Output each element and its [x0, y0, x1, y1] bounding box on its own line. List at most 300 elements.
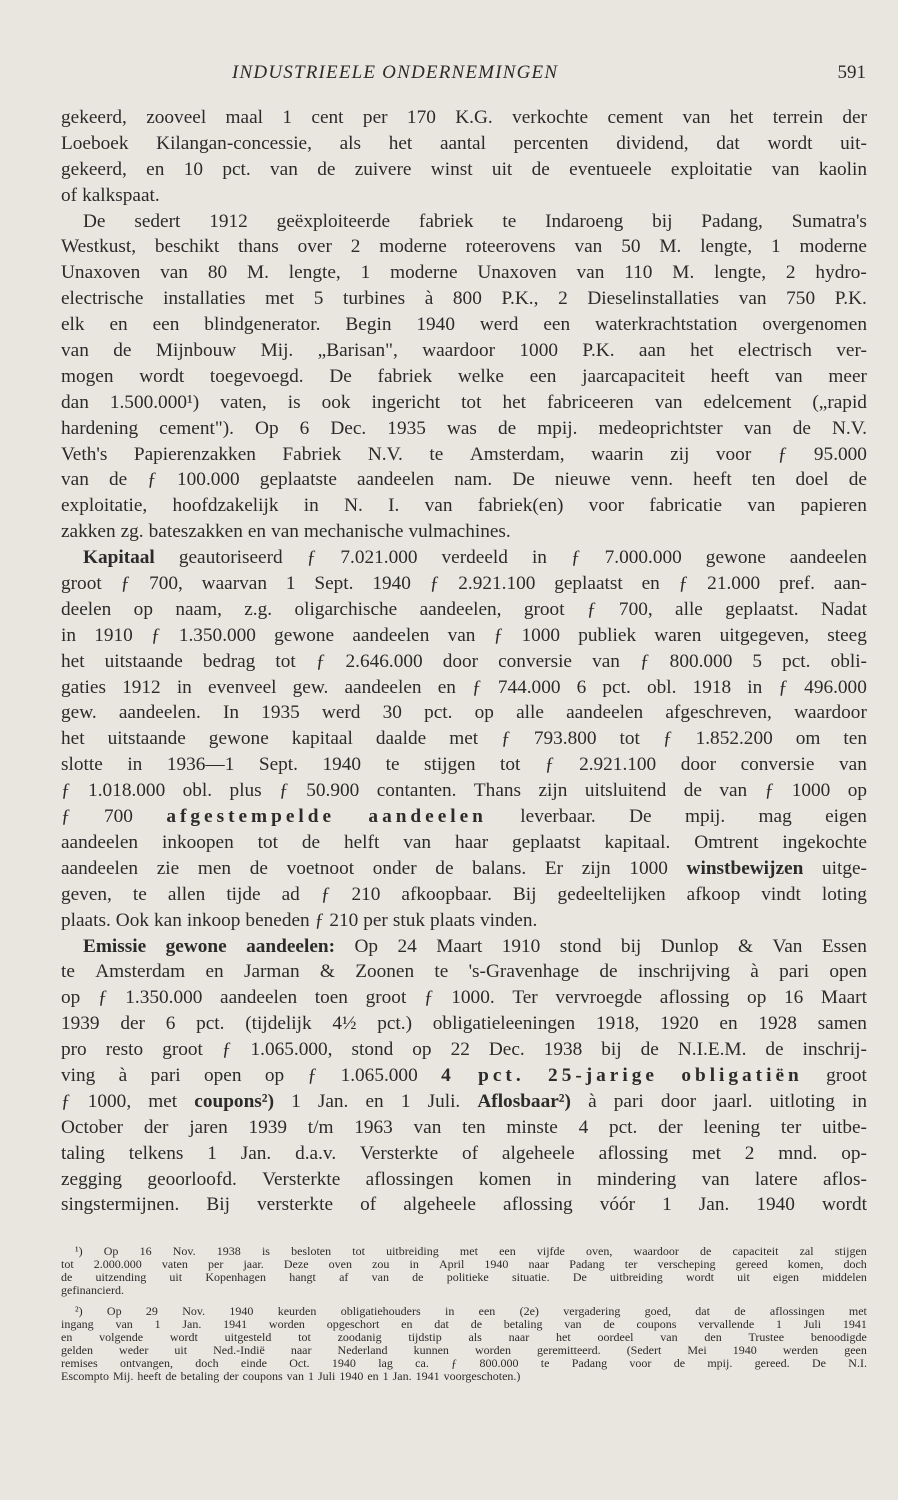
word: Ook — [115, 909, 150, 931]
word: 1 — [307, 1369, 314, 1383]
word: Jan. — [240, 1142, 272, 1164]
word: uitbreiding — [386, 1244, 439, 1258]
word: ƒ — [678, 573, 689, 595]
word: het — [388, 132, 413, 154]
word: Padang — [571, 1356, 608, 1370]
word: op — [474, 702, 494, 724]
word: ter — [624, 1257, 638, 1271]
word: gedeeltelijken — [557, 883, 666, 905]
word: 700 — [104, 806, 133, 828]
word: De — [572, 1270, 587, 1284]
word: hardening — [61, 417, 139, 439]
word: pro — [61, 1039, 87, 1061]
word: aandeelen — [357, 469, 435, 491]
word: terrein — [772, 107, 823, 128]
word: vervroegde — [555, 987, 643, 1009]
word: in — [851, 1090, 867, 1112]
footnote-line — [61, 1284, 867, 1297]
text-line — [61, 183, 867, 209]
word: helft — [343, 831, 380, 853]
word: dan — [61, 391, 89, 413]
word: 1 — [382, 1369, 389, 1383]
word: Van — [772, 935, 803, 957]
text-line — [61, 752, 867, 778]
word: uit — [174, 1343, 188, 1357]
word: een — [543, 314, 571, 336]
word: aandeelen — [61, 831, 139, 853]
word: Nov. — [182, 1304, 206, 1318]
word: 800.000 — [479, 1356, 519, 1370]
word: minste — [506, 1116, 558, 1138]
word: lengte, — [700, 236, 753, 258]
word: obligatieleeningen — [432, 1013, 576, 1035]
word: Dunlop — [660, 935, 719, 957]
word: Unaxoven — [477, 262, 557, 284]
word: turbines — [342, 288, 406, 310]
word: de — [792, 417, 811, 439]
word: ƒ — [501, 728, 511, 750]
word: hoofdzakelijk — [172, 495, 279, 517]
word: 1 — [400, 1090, 411, 1112]
word: leverbaar. — [520, 806, 596, 828]
word: vaten — [161, 1257, 188, 1271]
word: afkoopbaar. — [401, 883, 492, 905]
word: het — [61, 728, 85, 750]
word: is — [287, 391, 301, 413]
word: van — [774, 365, 803, 387]
word: zij — [670, 443, 690, 465]
word: De — [629, 806, 652, 828]
word: in — [531, 547, 547, 569]
word: als — [468, 1330, 482, 1344]
word: steeg — [827, 624, 867, 646]
word: d.a.v. — [295, 1142, 337, 1164]
text-line — [61, 286, 867, 312]
word: van — [574, 236, 603, 258]
word: vergadering — [563, 1304, 621, 1318]
word: en — [109, 314, 128, 336]
word: door — [680, 754, 717, 776]
word: Juli. — [427, 1090, 461, 1112]
word: de — [61, 1270, 73, 1284]
word: 1 — [775, 1317, 782, 1331]
word: te — [502, 210, 517, 232]
word: 7.021.000 — [340, 547, 418, 569]
word: pref. — [779, 573, 815, 595]
word: remises — [61, 1356, 98, 1370]
word: plaats — [430, 909, 475, 931]
word: open — [829, 961, 867, 983]
word: op- — [841, 1142, 867, 1164]
word: 1940 — [322, 754, 362, 776]
word: 2.921.100 — [458, 573, 536, 595]
word: Sept. — [314, 573, 354, 595]
word: inkoopen — [161, 831, 234, 853]
word: en — [437, 676, 456, 698]
word: uitstaande — [107, 728, 186, 750]
word: uit — [491, 158, 513, 180]
word: bedrag — [202, 650, 256, 672]
footnotes — [61, 1245, 867, 1383]
text-line — [61, 856, 867, 882]
word: ƒ — [320, 883, 331, 905]
word: slotte — [61, 754, 103, 776]
word: was — [446, 417, 477, 439]
word: kalkspaat. — [82, 184, 160, 206]
word: zegging — [61, 1168, 123, 1190]
word: in — [556, 1168, 572, 1190]
word: 1938 — [216, 1244, 241, 1258]
word: winstbewijzen — [686, 857, 804, 879]
word: zou — [372, 1257, 390, 1271]
word: heeft — [710, 365, 750, 387]
text-line — [61, 1141, 867, 1167]
word: à — [118, 1064, 128, 1086]
word: Bij — [206, 1194, 230, 1216]
word: geven, — [61, 883, 112, 905]
word: 4 — [578, 1116, 589, 1138]
word: uitbreiding — [610, 1270, 663, 1284]
word: De — [83, 210, 106, 232]
text-line — [61, 105, 867, 131]
word: singstermijnen. — [61, 1194, 180, 1216]
word: van — [839, 754, 867, 776]
word: verscheping — [657, 1257, 716, 1271]
word: oordeel — [597, 1330, 634, 1344]
word: mag — [758, 806, 792, 828]
word: Jan. — [698, 1194, 730, 1216]
text-line — [61, 545, 867, 571]
word: pct. — [478, 1064, 525, 1086]
word: en — [719, 1013, 738, 1035]
word: de — [673, 1356, 686, 1370]
word: 1941 — [415, 1369, 440, 1383]
word: 1 — [285, 573, 296, 595]
word: zoodanig — [337, 1330, 382, 1344]
word: waarin — [591, 443, 644, 465]
word: ƒ — [120, 573, 131, 595]
word: of — [462, 1142, 479, 1164]
word: afkoop — [686, 883, 741, 905]
word: van — [743, 417, 772, 439]
word: van — [61, 340, 89, 362]
word: zal — [799, 1244, 814, 1258]
word: groot — [523, 598, 565, 620]
word: op — [747, 987, 767, 1009]
word: eigen — [825, 806, 867, 828]
text-line — [61, 131, 867, 157]
word: vulmachines. — [408, 521, 511, 543]
word: 1912 — [209, 210, 248, 232]
word: zie — [156, 857, 180, 879]
word: Padang — [569, 1257, 605, 1271]
word: gewone — [274, 624, 335, 646]
word: Mijnbouw — [155, 340, 237, 362]
word: sedert — [134, 210, 181, 232]
word: bateszakken — [148, 521, 243, 543]
word: onder — [372, 857, 417, 879]
word: Sept. — [258, 754, 298, 776]
word: N.V. — [367, 443, 403, 465]
word: de — [435, 857, 454, 879]
word: gewone — [165, 935, 227, 957]
word: publiek — [578, 624, 637, 646]
word: inschrij- — [802, 1039, 867, 1061]
text-line — [61, 260, 867, 286]
word: elk — [61, 314, 85, 336]
word: van — [747, 495, 776, 517]
word: naar — [290, 1343, 312, 1357]
word: 95.000 — [813, 443, 867, 465]
text-line — [61, 416, 867, 442]
word: mindering — [597, 1168, 677, 1190]
word: coupons — [636, 1317, 677, 1331]
word: medeoprichtster — [598, 417, 723, 439]
word: geplaatst — [512, 831, 581, 853]
word: P.K. — [582, 340, 615, 362]
word: Unaxoven — [61, 262, 141, 284]
word: Westkust, — [61, 236, 137, 258]
word: Fabriek — [282, 443, 342, 465]
word: z.g. — [244, 598, 273, 620]
word: doch — [843, 1257, 867, 1271]
word: over — [297, 236, 332, 258]
word: plaats. — [61, 909, 111, 931]
word: ƒ — [314, 909, 325, 931]
word: alle — [675, 598, 703, 620]
word: waardoor — [422, 340, 496, 362]
word: ƒ — [451, 1356, 458, 1370]
word: ƒ — [279, 780, 289, 802]
word: uitgesteld — [224, 1330, 272, 1344]
word: op — [61, 987, 81, 1009]
word: ƒ — [307, 1064, 318, 1086]
word: aan — [638, 340, 666, 362]
word: men — [197, 857, 232, 879]
word: 1910 — [94, 624, 133, 646]
word: pct. — [608, 1116, 638, 1138]
word: gekeerd, — [61, 158, 127, 180]
word: 29 — [145, 1304, 158, 1318]
word: Ned.-Indië — [213, 1343, 265, 1357]
word: 2.000.000 — [93, 1257, 142, 1271]
word: à — [588, 1090, 597, 1112]
word: fabriek — [418, 210, 474, 232]
word: à — [750, 961, 759, 983]
word: een — [478, 1304, 496, 1318]
word: Aflosbaar²) — [477, 1090, 571, 1112]
text-line — [61, 467, 867, 493]
word: obl. — [182, 780, 213, 802]
word: en — [61, 1330, 73, 1344]
main-text — [61, 105, 867, 1218]
word: In — [222, 702, 239, 724]
word: goed, — [644, 1304, 671, 1318]
word: zooveel — [146, 107, 207, 128]
word: Op — [103, 1244, 119, 1258]
word: naam, — [175, 598, 222, 620]
word: ƒ — [150, 624, 161, 646]
word: allen — [167, 883, 206, 905]
word: mechanische — [303, 521, 404, 543]
word: moderne — [390, 262, 458, 284]
word: Veth's — [61, 443, 108, 465]
word: 1 — [154, 1317, 161, 1331]
word: ƒ — [662, 728, 673, 750]
word: coupons²) — [194, 1090, 274, 1112]
word: Maart — [436, 935, 483, 957]
word: een — [152, 314, 180, 336]
word: plus — [229, 780, 262, 802]
text-line — [61, 1011, 867, 1037]
word: groot — [826, 1064, 867, 1086]
text-line — [61, 778, 867, 804]
word: geplaatst — [554, 573, 623, 595]
text-line — [61, 364, 867, 390]
word: papieren — [800, 495, 867, 517]
word: aandeelen — [61, 857, 139, 879]
word: en — [401, 1317, 413, 1331]
word: Juli — [317, 1369, 336, 1383]
word: ƒ — [429, 573, 440, 595]
word: 1939 — [248, 1116, 288, 1138]
word: & — [319, 961, 335, 983]
word: cent — [311, 107, 344, 128]
word: zijn — [581, 857, 611, 879]
word: 744.000 — [497, 676, 561, 698]
word: zg. — [120, 521, 144, 543]
word: geëxploiteerde — [276, 210, 391, 232]
word: tot — [275, 650, 296, 672]
word: van — [738, 288, 767, 310]
word: groot — [61, 573, 102, 595]
word: kaolin — [818, 158, 867, 180]
word: 2 — [558, 288, 568, 310]
word: 1940 — [229, 1304, 254, 1318]
word: 1940 — [339, 1369, 364, 1383]
word: 210 — [351, 883, 381, 905]
text-line — [61, 209, 867, 235]
word: (tijdelijk — [245, 1013, 312, 1035]
word: benoodigde — [810, 1330, 867, 1344]
word: de — [531, 158, 550, 180]
word: af — [339, 1270, 349, 1284]
word: toegevoegd. — [209, 365, 304, 387]
word: aandeelen — [368, 806, 487, 828]
word: van — [424, 495, 453, 517]
word: te — [61, 961, 75, 983]
word: Dec. — [330, 417, 367, 439]
word: („rapid — [812, 391, 867, 413]
word: Escompto — [61, 1369, 109, 1383]
word: van — [271, 521, 299, 543]
word: M. — [672, 262, 695, 284]
word: 496.000 — [804, 676, 867, 698]
word: de — [108, 469, 128, 491]
word: 10 — [183, 158, 203, 180]
word: ƒ — [778, 676, 789, 698]
word: heeft — [137, 1369, 162, 1383]
word: ad — [281, 883, 300, 905]
word: einde — [240, 1356, 267, 1370]
word: fabriek — [377, 365, 433, 387]
word: (Sedert — [626, 1343, 662, 1357]
word: mogen — [61, 365, 114, 387]
word: in — [303, 495, 319, 517]
word: van — [576, 262, 605, 284]
word: Nadat — [820, 598, 867, 620]
word: van — [682, 107, 711, 128]
word: 800.000 — [669, 650, 733, 672]
word: Er — [544, 857, 564, 879]
word: gew. — [292, 676, 329, 698]
word: 1 — [291, 1090, 301, 1112]
word: jaarcapaciteit — [582, 365, 685, 387]
word: 6 — [299, 417, 310, 439]
text-line — [61, 571, 867, 597]
word: een — [529, 365, 557, 387]
word: voetnoot — [286, 857, 355, 879]
word: à — [424, 288, 434, 310]
word: ƒ — [777, 443, 788, 465]
word: gaties — [61, 676, 106, 698]
word: kapitaal. — [604, 831, 671, 853]
word: en — [146, 158, 165, 180]
word: stond — [559, 935, 602, 957]
word: ontvangen, — [119, 1356, 173, 1370]
word: capaciteit — [732, 1244, 779, 1258]
word: kunnen — [413, 1343, 449, 1357]
word: aantal — [439, 132, 486, 154]
word: werd — [321, 702, 361, 724]
page-number: 591 — [837, 62, 866, 83]
word: stijgen — [834, 1244, 867, 1258]
word: in — [127, 754, 143, 776]
text-line — [61, 1115, 867, 1141]
word: Deze — [283, 1257, 309, 1271]
word: 1000 — [519, 340, 558, 362]
word: 1940 — [372, 573, 411, 595]
word: van — [719, 780, 748, 802]
word: door — [442, 650, 479, 672]
word: geremitteerd. — [537, 1343, 601, 1357]
word: ƒ — [147, 469, 157, 491]
word: betaling — [180, 1369, 220, 1383]
word: Juli — [803, 1317, 822, 1331]
word: stond — [351, 1039, 394, 1061]
word: afgeschreven, — [665, 702, 772, 724]
word: bij — [620, 935, 642, 957]
word: in — [61, 624, 76, 646]
word: besloten — [291, 1244, 332, 1258]
word: de — [317, 158, 336, 180]
word: aan- — [833, 573, 867, 595]
word: ²) — [75, 1304, 83, 1318]
word: De — [512, 469, 535, 491]
word: tot — [298, 1330, 311, 1344]
word: wordt — [139, 365, 185, 387]
word: nam. — [454, 469, 493, 491]
text-line — [61, 908, 867, 934]
word: beschikt — [154, 236, 220, 258]
word: aflossingen — [365, 1168, 454, 1190]
word: waterkrachtstation — [595, 314, 738, 336]
word: zijn — [538, 780, 568, 802]
word: groot — [162, 1039, 203, 1061]
word: tot — [257, 831, 278, 853]
text-line — [61, 1192, 867, 1218]
word: dat — [695, 1304, 710, 1318]
